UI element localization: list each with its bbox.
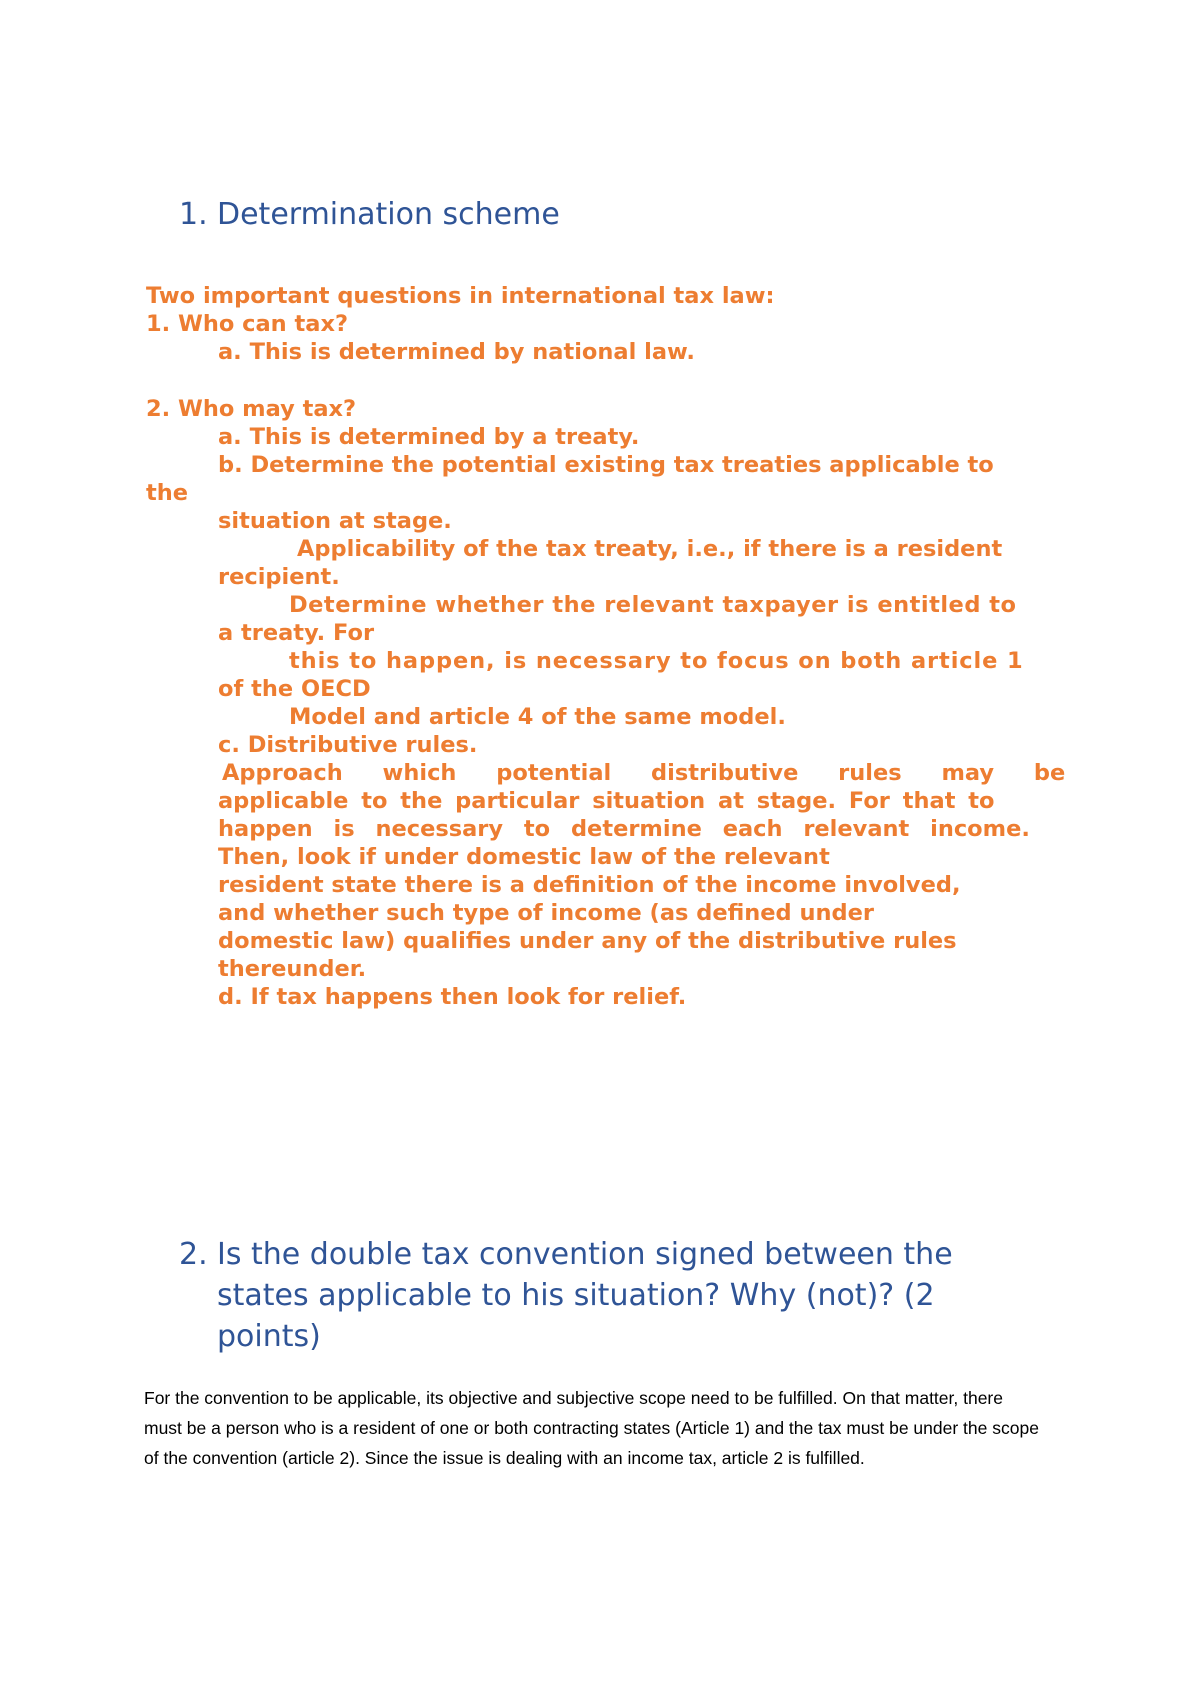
distributive-rules-line-3: happen is necessary to determine each relevant income. bbox=[218, 816, 1030, 842]
section-2-title: Is the double tax convention signed between the states applicable to his situation? Why (not)? (2 points) bbox=[217, 1237, 953, 1354]
notes-intro-line: Two important questions in international tax law: bbox=[146, 283, 775, 309]
oecd-articles-line-wrap: of the OECD bbox=[218, 676, 371, 702]
distributive-rules-line-1: Approach which potential distributive rules may be bbox=[222, 760, 1066, 786]
section-1-number: 1. bbox=[179, 197, 208, 232]
section-2-body: For the convention to be applicable, its objective and subjective scope need to be fulfilled. On that matter, there must be a person who is a resident of one or both contracting states (Article 1) and the tax must be under the scope of the convention (article 2). Since the issue is dealing with an income tax, article 2 is fulfilled. bbox=[144, 1388, 1039, 1468]
section-2-number: 2. bbox=[179, 1237, 208, 1272]
oecd-articles-line: this to happen, is necessary to focus on both article 1 bbox=[289, 648, 1024, 674]
question-2-item-a: a. This is determined by a treaty. bbox=[218, 424, 640, 450]
question-2-item-b-wrap: the bbox=[146, 480, 189, 506]
question-2-item-b-cont: situation at stage. bbox=[218, 508, 452, 534]
section-1-title: Determination scheme bbox=[217, 197, 560, 232]
distributive-rules-line-2: applicable to the particular situation at stage. For that to bbox=[218, 788, 995, 814]
applicability-line: Applicability of the tax treaty, i.e., if there is a resident bbox=[297, 536, 1003, 562]
entitlement-line-wrap: a treaty. For bbox=[218, 620, 375, 646]
question-2-line: 2. Who may tax? bbox=[146, 396, 357, 422]
distributive-rules-line-4: Then, look if under domestic law of the relevant bbox=[218, 844, 830, 870]
entitlement-line: Determine whether the relevant taxpayer is entitled to bbox=[289, 592, 1017, 618]
oecd-model-line: Model and article 4 of the same model. bbox=[289, 704, 786, 730]
applicability-line-wrap: recipient. bbox=[218, 564, 340, 590]
question-2-item-c: c. Distributive rules. bbox=[218, 732, 478, 758]
distributive-rules-line-6: and whether such type of income (as defined under bbox=[218, 900, 874, 926]
section-1-heading bbox=[179, 194, 879, 235]
distributive-rules-line-5: resident state there is a definition of the income involved, bbox=[218, 872, 961, 898]
question-1-line: 1. Who can tax? bbox=[146, 311, 349, 337]
distributive-rules-line-7: domestic law) qualifies under any of the distributive rules bbox=[218, 928, 957, 954]
question-1-item-a: a. This is determined by national law. bbox=[218, 339, 695, 365]
distributive-rules-line-8: thereunder. bbox=[218, 956, 367, 982]
question-2-item-d: d. If tax happens then look for relief. bbox=[218, 984, 687, 1010]
question-2-item-b: b. Determine the potential existing tax treaties applicable to bbox=[218, 452, 994, 478]
section-2-heading bbox=[179, 1234, 1039, 1357]
